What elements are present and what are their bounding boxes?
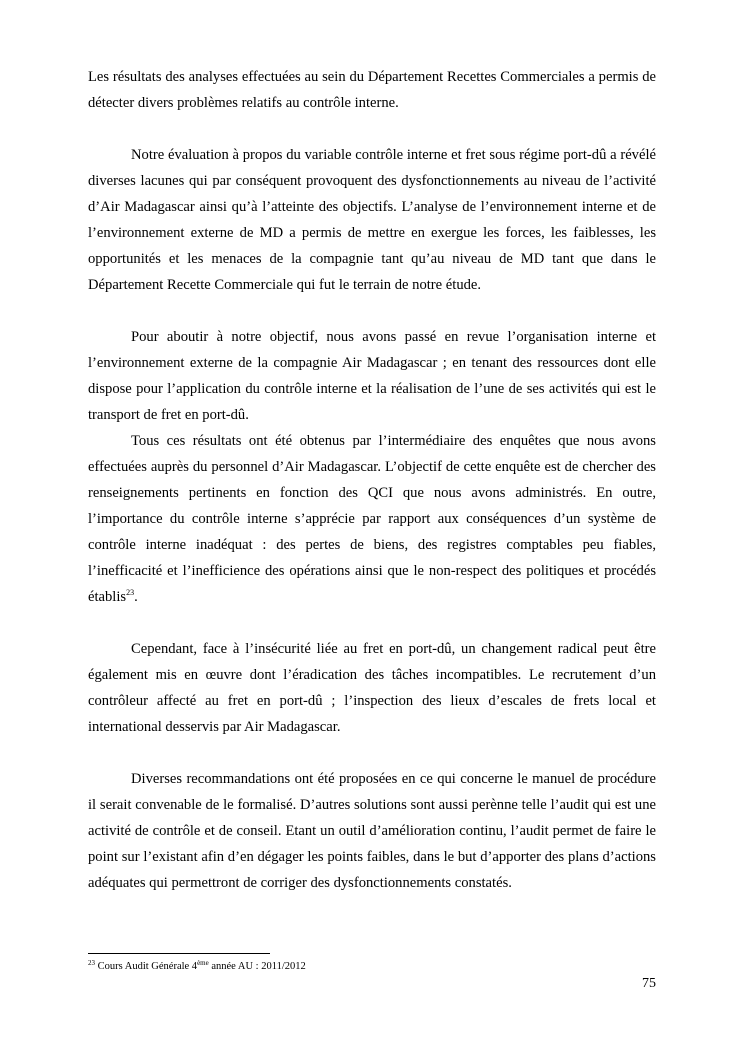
paragraph-evaluation: Notre évaluation à propos du variable contrôle interne et fret sous régime port-dû a révélé diverses lacunes qui par conséquent provoquent des dysfonctionnements au niveau de l’activité d’Air Madagascar ainsi qu’à l’atteinte des objectifs. L’analyse de l’environnement interne et de l’environnement externe de MD a permis de mettre en exergue les forces, les faiblesses, les opportunités et les menaces de la compagnie tant qu’au niveau de MD tant que dans le Département Recette Commerciale qui fut le terrain de notre étude. (88, 147, 656, 293)
footnote-superscript: ème (197, 959, 209, 967)
paragraph-gap (88, 740, 656, 766)
footnote-separator (88, 953, 270, 954)
footnote (88, 960, 488, 974)
paragraph-insecurity: Cependant, face à l’insécurité liée au fret en port-dû, un changement radical peut être également mis en œuvre dont l’éradication des tâches incompatibles. Le recrutement d’un contrôleur affecté au fret en port-dû ; l’inspection des lieux d’escales de frets local et international desservis par Air Madagascar. (88, 641, 656, 735)
body-text (88, 64, 656, 896)
footnote-reference: 23 (126, 588, 135, 597)
paragraph-gap (88, 610, 656, 636)
paragraph-gap (88, 298, 656, 324)
paragraph-recommendations: Diverses recommandations ont été proposées en ce qui concerne le manuel de procédure il serait convenable de le formalisé. D’autres solutions sont aussi perènne telle l’audit qui est une activité de contrôle et de conseil. Etant un outil d’amélioration continu, l’audit permet de faire le point sur l’existant afin d’en dégager les points faibles, dans le but d’apporter des plans d’actions adéquates qui permettront de corriger des dysfonctionnements constatés. (88, 771, 656, 891)
footnote-text-before: Cours Audit Générale 4 (97, 961, 198, 972)
paragraph-survey-text: Tous ces résultats ont été obtenus par l’intermédiaire des enquêtes que nous avons effectuées auprès du personnel d’Air Madagascar. L’objectif de cette enquête est de chercher des renseignements pertinents en fonction des QCI que nous avons administrés. En outre, l’importance du contrôle interne s’apprécie par rapport aux conséquences d’un système de contrôle interne inadéquat : des pertes de biens, des registres comptables peu fiables, l’inefficacité et l’inefficience des opérations ainsi que le non-respect des politiques et procédés établis (88, 433, 656, 605)
page-number: 75 (642, 976, 656, 991)
paragraph-objective: Pour aboutir à notre objectif, nous avons passé en revue l’organisation interne et l’environnement externe de la compagnie Air Madagascar ; en tenant des ressources dont elle dispose pour l’application du contrôle interne et la réalisation de l’une de ses activités qui est le transport de fret en port-dû. (88, 329, 656, 423)
paragraph-survey-end: . (134, 589, 138, 605)
paragraph-survey (88, 428, 656, 610)
footnote-number: 23 (88, 959, 95, 967)
paragraph-results-intro: Les résultats des analyses effectuées au sein du Département Recettes Commerciales a permis de détecter divers problèmes relatifs au contrôle interne. (88, 69, 656, 111)
paragraph-gap (88, 116, 656, 142)
footnote-text-after: année AU : 2011/2012 (208, 961, 306, 972)
